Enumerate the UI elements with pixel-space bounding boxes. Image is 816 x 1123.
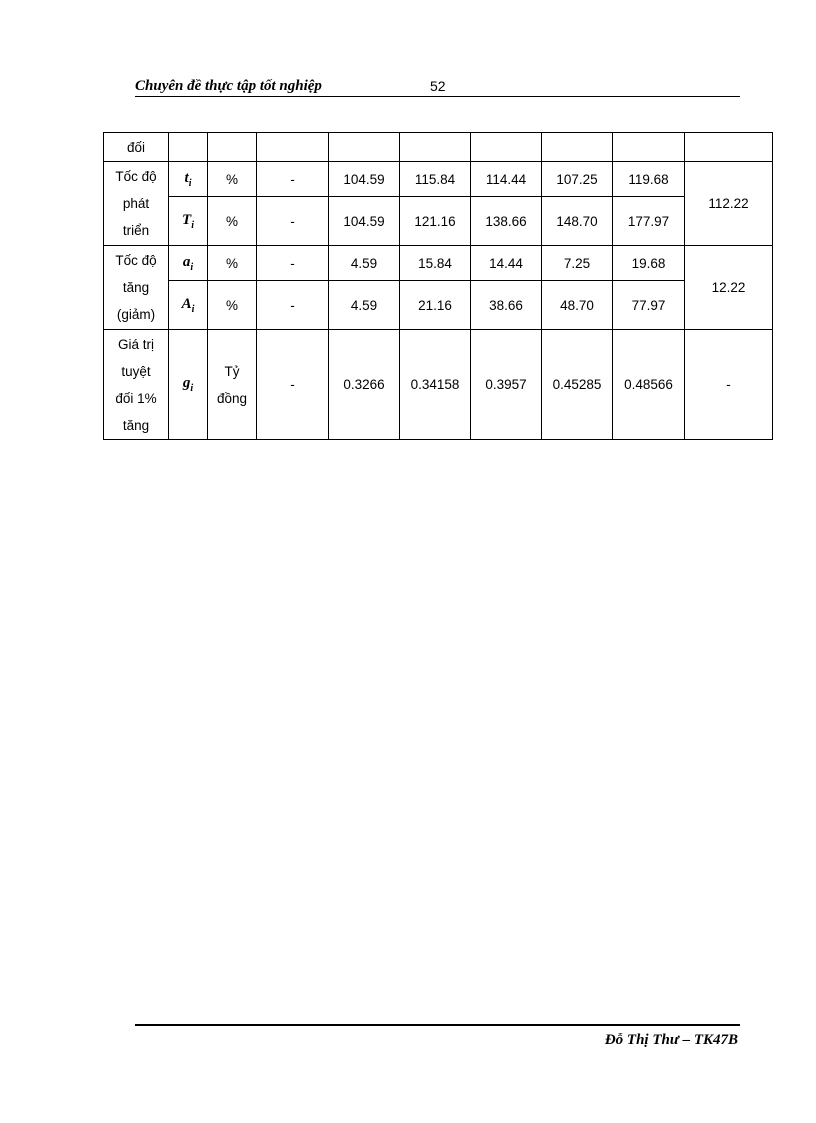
value-cell: 107.25 — [542, 162, 613, 197]
row-label-line: (giảm) — [116, 307, 156, 322]
base-cell: - — [257, 246, 329, 281]
unit-line: Tỷ — [224, 363, 240, 379]
unit-cell — [208, 330, 257, 440]
symbol-base: g — [182, 375, 191, 391]
value-cell: 15.84 — [400, 246, 471, 281]
table-row — [104, 246, 773, 281]
base-cell: - — [257, 162, 329, 197]
symbol-subscript: i — [191, 219, 194, 231]
unit-line: đồng — [216, 390, 248, 406]
value-cell: 115.84 — [400, 162, 471, 197]
empty-cell — [169, 133, 208, 162]
value-cell: 119.68 — [613, 162, 685, 197]
table-row — [104, 133, 773, 162]
footer-author: Đỗ Thị Thư – TK47B — [604, 1032, 738, 1048]
base-cell: - — [257, 281, 329, 330]
header-title: Chuyên đề thực tập tốt nghiệp — [135, 78, 322, 94]
symbol-cell — [169, 162, 208, 197]
row-label-line: Giá trị — [117, 336, 154, 352]
table-row — [104, 197, 773, 246]
page-footer — [135, 1024, 740, 1048]
symbol-cell — [169, 330, 208, 440]
base-cell: - — [257, 197, 329, 246]
unit-cell: % — [208, 162, 257, 197]
row-label — [104, 330, 169, 440]
value-cell: 0.45285 — [542, 330, 613, 440]
value-cell: 0.3957 — [471, 330, 542, 440]
value-cell: 48.70 — [542, 281, 613, 330]
empty-cell — [400, 133, 471, 162]
symbol-cell — [169, 281, 208, 330]
empty-cell — [257, 133, 329, 162]
row-label: đối — [104, 133, 169, 162]
row-label-line: triển — [122, 223, 150, 238]
symbol-base: A — [181, 295, 192, 312]
empty-cell — [208, 133, 257, 162]
statistics-table — [103, 132, 773, 440]
table-row — [104, 281, 773, 330]
row-label-line: tăng — [122, 417, 150, 433]
symbol-cell — [169, 246, 208, 281]
value-cell: 14.44 — [471, 246, 542, 281]
empty-cell — [685, 133, 773, 162]
value-cell: 148.70 — [542, 197, 613, 246]
row-label-line: phát — [122, 196, 150, 211]
unit-cell: % — [208, 197, 257, 246]
table-row — [104, 162, 773, 197]
row-label-line: đối 1% — [115, 390, 157, 406]
row-label — [104, 162, 169, 246]
value-cell: 104.59 — [329, 162, 400, 197]
row-label-line: Tốc độ — [115, 169, 157, 184]
symbol-cell — [169, 197, 208, 246]
value-cell: 177.97 — [613, 197, 685, 246]
average-cell: 112.22 — [685, 162, 773, 246]
value-cell: 38.66 — [471, 281, 542, 330]
empty-cell — [471, 133, 542, 162]
average-cell: 12.22 — [685, 246, 773, 330]
empty-cell — [329, 133, 400, 162]
symbol-base: T — [182, 211, 192, 228]
value-cell: 19.68 — [613, 246, 685, 281]
row-label-line: tuyệt — [121, 363, 151, 379]
symbol-subscript: i — [188, 177, 192, 189]
symbol-base: t — [184, 169, 189, 186]
value-cell: 114.44 — [471, 162, 542, 197]
row-label-line: tăng — [122, 280, 150, 295]
symbol-subscript: i — [191, 303, 195, 315]
symbol-subscript: i — [190, 261, 194, 273]
value-cell: 121.16 — [400, 197, 471, 246]
value-cell: 7.25 — [542, 246, 613, 281]
table-row — [104, 330, 773, 440]
symbol-base: a — [182, 253, 191, 270]
row-label-line: Tốc độ — [115, 253, 157, 268]
value-cell: 4.59 — [329, 281, 400, 330]
average-cell: - — [685, 330, 773, 440]
page-header — [135, 76, 740, 97]
base-cell: - — [257, 330, 329, 440]
page-number: 52 — [430, 78, 446, 94]
value-cell: 0.34158 — [400, 330, 471, 440]
value-cell: 0.48566 — [613, 330, 685, 440]
value-cell: 138.66 — [471, 197, 542, 246]
value-cell: 4.59 — [329, 246, 400, 281]
unit-cell: % — [208, 281, 257, 330]
row-label — [104, 246, 169, 330]
empty-cell — [542, 133, 613, 162]
symbol-subscript: i — [190, 383, 194, 394]
empty-cell — [613, 133, 685, 162]
value-cell: 104.59 — [329, 197, 400, 246]
value-cell: 0.3266 — [329, 330, 400, 440]
value-cell: 77.97 — [613, 281, 685, 330]
unit-cell: % — [208, 246, 257, 281]
value-cell: 21.16 — [400, 281, 471, 330]
